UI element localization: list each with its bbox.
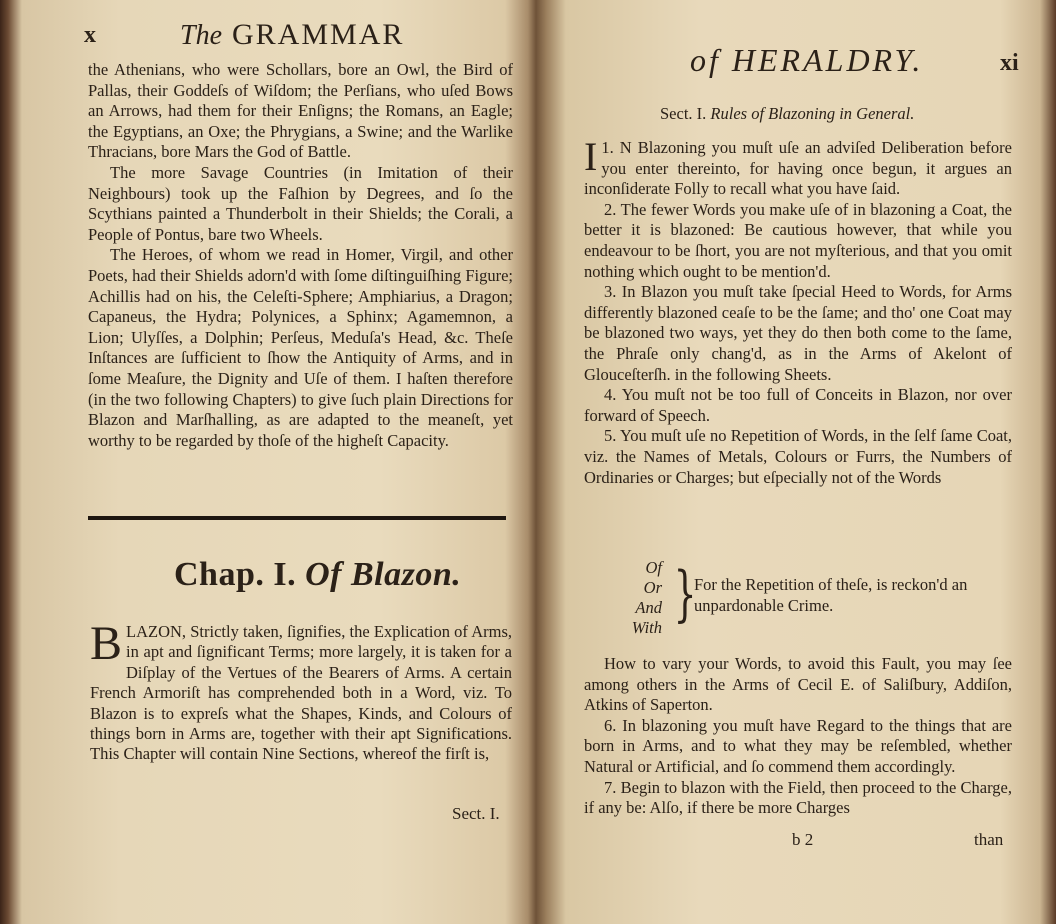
curly-brace-icon: } bbox=[673, 559, 697, 629]
rule-paragraph: 4. You muſt not be too full of Conceits in Blazon, nor over forward of Speech. bbox=[584, 385, 1012, 425]
rule-paragraph: 6. In blazoning you muſt have Regard to the things that are born in Arms, and to what they may be reſembled, whether Natural or Artificial, and ſo commend them accordingly. bbox=[584, 715, 1012, 776]
section-heading bbox=[660, 104, 914, 124]
catchword: Sect. I. bbox=[452, 804, 500, 823]
right-running-head: of HERALDRY. bbox=[690, 42, 924, 78]
signature-mark: b 2 bbox=[792, 830, 814, 849]
drop-cap: I bbox=[584, 134, 598, 179]
chapter-label: Chap. I. bbox=[174, 556, 297, 593]
running-head-main: GRAMMAR bbox=[232, 18, 405, 51]
rule-paragraph: 7. Begin to blazon with the Field, then proceed to the Charge, if any be: Alſo, if there be more Charges bbox=[584, 777, 1012, 818]
chapter-heading bbox=[174, 556, 461, 594]
brace-word: Of bbox=[645, 558, 662, 577]
right-body-text bbox=[584, 134, 1013, 488]
brace-text: For the Repetition of theſe, is reckon'd an unpardonable Crime. bbox=[694, 575, 968, 615]
chapter-opening-text bbox=[90, 617, 512, 765]
chapter-title: Of Blazon. bbox=[305, 556, 462, 593]
left-body-text bbox=[88, 60, 513, 451]
drop-cap: B bbox=[90, 617, 123, 670]
rule-number: 1. bbox=[601, 138, 614, 157]
chapter-divider-rule bbox=[88, 516, 506, 520]
running-head-prefix: The bbox=[180, 20, 222, 51]
left-running-head bbox=[180, 18, 404, 52]
right-page-number: xi bbox=[1000, 50, 1019, 76]
section-title: Rules of Blazoning in General. bbox=[710, 104, 915, 123]
rule-paragraph: How to vary your Words, to avoid this Fault, you may ſee among others in the Arms of Cecil E. of Saliſbury, Addiſon, Atkins of Saperton. bbox=[584, 654, 1012, 715]
left-page-number: x bbox=[84, 22, 96, 48]
rule-paragraph: 5. You muſt uſe no Repetition of Words, in the ſelf ſame Coat, viz. the Names of Metals, Colours or Furrs, the Numbers of Ordinaries or Charges; but eſpecially not of the Words bbox=[584, 426, 1012, 487]
right-page bbox=[540, 0, 1056, 924]
chapter-opening-body: LAZON, Strictly taken, ſignifies, the Explication of Arms, in apt and ſignificant Terms; more largely, it is taken for a Diſplay of the Vertues of the Bearers of Arms. A certain French Armoriſt has comprehended both in a Word, viz. To Blazon is to expreſs what the Shapes, Kinds, and Colours of things born in Arms are, together with their apt Significations. This Chapter will contain Nine Sections, whereof the firſt is, bbox=[90, 622, 512, 764]
brace-word: With bbox=[631, 618, 662, 637]
paragraph: The Heroes, of whom we read in Homer, Virgil, and other Poets, had their Shields adorn'd with ſome diſtinguiſhing Figure; Achillis had on his, the Celeſti-Sphere; Amphiarius, a Dragon; Capaneus, the Hydra; Polynices, a Sphinx; Agamemnon, a Lion; Ulyſſes, a Dolphin; Perſeus, Meduſa's Head, &c. Theſe Inſtances are ſufficient to ſhow the Antiquity of Arms, and in ſome Meaſure, the Dignity and Uſe of them. I haſten therefore (in the two following Chapters) to give ſuch plain Directions for Blazon and Marſhalling, as are adapted to the meaneſt, yet worthy to be regarded by thoſe of the higheſt Capacity. bbox=[88, 245, 513, 450]
paragraph: The more Savage Countries (in Imitation of their Neighbours) took up the Faſhion by Degrees, and ſo the Scythians painted a Thunderbolt in their Shields; the Corali, a People of Pontus, bare two Wheels. bbox=[88, 162, 513, 244]
rule-text: N Blazoning you muſt uſe an adviſed Deliberation before you enter thereinto, for having once begun, it argues an inconſiderate Folly to recall what you have ſaid. bbox=[584, 138, 1013, 199]
section-label: Sect. I. bbox=[660, 104, 707, 123]
paragraph: the Athenians, who were Schollars, bore an Owl, the Bird of Pallas, their Goddeſs of Wiſdom; the Perſians, who uſed Bows an Arrows, had them for their Enſigns; the Romans, an Eagle; the Egyptians, an Oxe; the Phrygians, a Swine; and the Warlike Thracians, bore Mars the God of Battle. bbox=[88, 60, 513, 162]
rule-paragraph: 2. The fewer Words you make uſe of in blazoning a Coat, the better it is blazoned: Be cautious however, that while you endeavour to be ſhort, you are not myſterious, and that you omit nothing which ought to be mention'd. bbox=[584, 199, 1012, 281]
rule-paragraph: 3. In Blazon you muſt take ſpecial Heed to Words, for Arms differently blazoned ceaſe to be the ſame; and tho' one Coat may be blazoned two ways, yet they do then both come to the ſame, the Phraſe only chang'd, as in the Arms of Akelont of Glouceſterſh. in the following Sheets. bbox=[584, 282, 1012, 384]
brace-word: Or bbox=[643, 578, 662, 597]
catchword: than bbox=[974, 830, 1004, 849]
rule-paragraph bbox=[584, 134, 1013, 200]
brace-words bbox=[622, 558, 662, 638]
brace-word: And bbox=[635, 598, 662, 617]
right-body-text-continued bbox=[584, 654, 1012, 819]
